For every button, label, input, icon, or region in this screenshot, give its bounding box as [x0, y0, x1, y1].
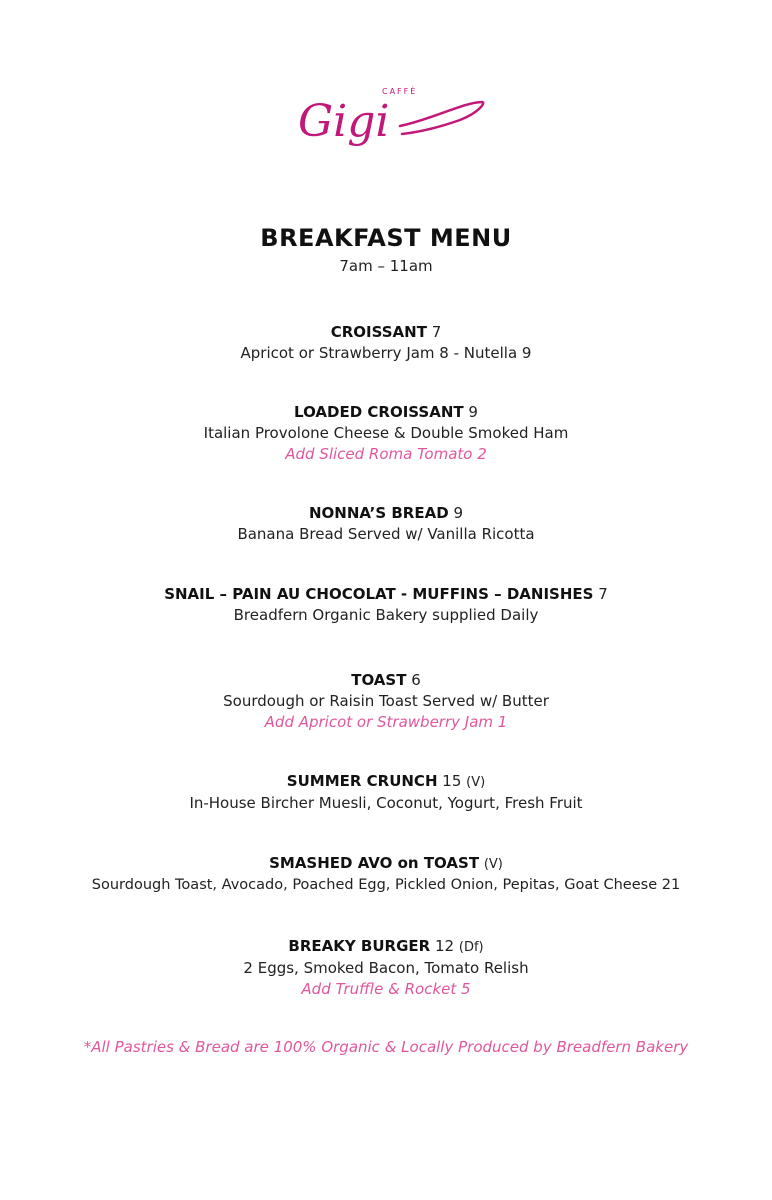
item-price: 15 [442, 772, 462, 790]
menu-item [0, 503, 772, 545]
menu-item [0, 670, 772, 733]
logo-swash [400, 102, 483, 134]
item-heading [0, 503, 772, 524]
logo-small-text: CAFFÈ [382, 87, 418, 96]
item-price: 7 [431, 323, 442, 341]
menu-item [0, 853, 772, 896]
item-name: SUMMER CRUNCH [286, 772, 438, 790]
item-heading [0, 853, 772, 875]
logo-name: Gigi [298, 96, 390, 147]
item-name: SNAIL – PAIN AU CHOCOLAT - MUFFINS – DANISHES [164, 585, 594, 603]
item-name: SMASHED AVO on TOAST [269, 854, 480, 872]
item-description: In-House Bircher Muesli, Coconut, Yogurt, Fresh Fruit [189, 794, 583, 812]
item-heading [0, 322, 772, 343]
item-name: TOAST [351, 671, 407, 689]
menu-item [0, 322, 772, 364]
item-description: Sourdough or Raisin Toast Served w/ Butter [223, 692, 549, 710]
item-price: 6 [411, 671, 421, 689]
caffe-gigi-logo [290, 80, 490, 160]
item-description: Apricot or Strawberry Jam 8 - Nutella 9 [240, 344, 532, 362]
menu-title: BREAKFAST MENU [260, 224, 512, 252]
item-addon: Add Truffle & Rocket 5 [301, 980, 471, 998]
menu-hours: 7am – 11am [339, 257, 433, 275]
item-price: 7 [598, 585, 608, 603]
menu-item [0, 402, 772, 465]
item-heading [0, 402, 772, 423]
menu-item [0, 584, 772, 626]
item-dietary-tag: (Df) [458, 940, 484, 955]
item-description: Banana Bread Served w/ Vanilla Ricotta [237, 525, 535, 543]
footnote: *All Pastries & Bread are 100% Organic & Locally Produced by Breadfern Bakery [83, 1038, 689, 1056]
item-description: Italian Provolone Cheese & Double Smoked Ham [203, 424, 569, 442]
item-name: LOADED CROISSANT [294, 403, 464, 421]
item-name: BREAKY BURGER [288, 937, 431, 955]
item-description: 2 Eggs, Smoked Bacon, Tomato Relish [243, 959, 529, 977]
menu-item [0, 936, 772, 1000]
item-description: Breadfern Organic Bakery supplied Daily [233, 606, 539, 624]
item-name: CROISSANT [330, 323, 427, 341]
menu-item [0, 771, 772, 814]
item-name: NONNA’S BREAD [309, 504, 449, 522]
item-price: 12 [435, 937, 455, 955]
item-dietary-tag: (V) [483, 857, 503, 872]
item-price: 9 [468, 403, 478, 421]
item-heading [0, 936, 772, 958]
item-addon: Add Sliced Roma Tomato 2 [285, 445, 487, 463]
item-heading [0, 771, 772, 793]
item-price: 9 [453, 504, 463, 522]
item-heading [0, 584, 772, 605]
item-dietary-tag: (V) [466, 775, 486, 790]
item-description: Sourdough Toast, Avocado, Poached Egg, Pickled Onion, Pepitas, Goat Cheese 21 [91, 877, 681, 893]
item-addon: Add Apricot or Strawberry Jam 1 [264, 713, 508, 731]
item-heading [0, 670, 772, 691]
